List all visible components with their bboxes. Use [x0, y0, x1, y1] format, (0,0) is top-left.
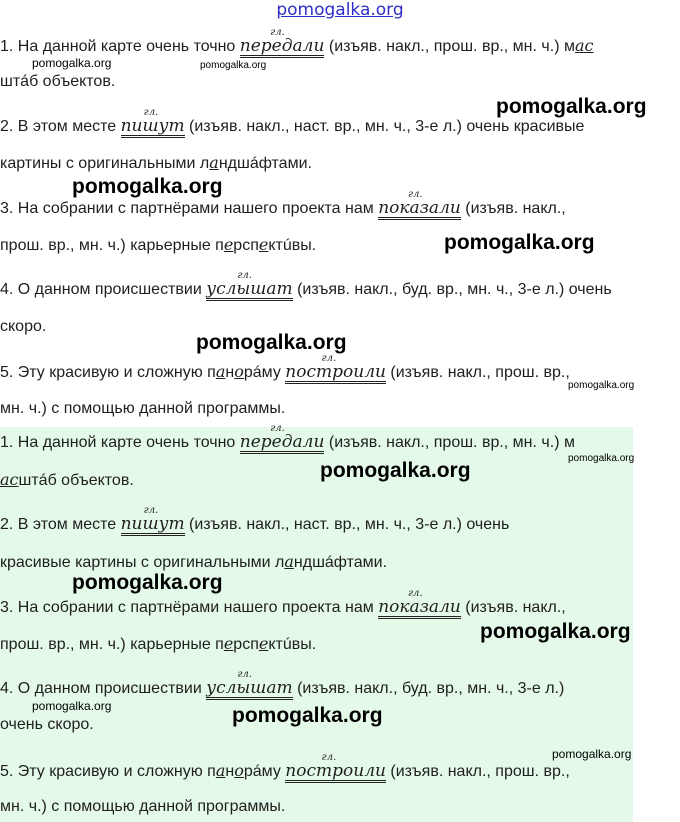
verb-peredali: гл. передали — [239, 423, 325, 452]
verb-pokazali: гл. показали — [378, 189, 461, 218]
b2-sentence-1-line-1: 1. На данной карте очень точно гл. передали (изъяв. накл., прош. вр., мн. ч.) м — [0, 423, 575, 452]
b1-sentence-3-line-1: 3. На собрании с партнёрами нашего проекта нам гл. показали (изъяв. накл., — [0, 189, 566, 218]
watermark: pomogalka.org — [32, 56, 112, 70]
b2-sentence-3-line-1: 3. На собрании с партнёрами нашего проекта нам гл. показали (изъяв. накл., — [0, 588, 566, 617]
watermark: pomogalka.org — [568, 380, 635, 391]
b2-sentence-1-line-2: асштáб объектов. — [0, 470, 134, 489]
verb-pishut: гл. пишут — [120, 505, 185, 534]
b1-sentence-5-line-2: мн. ч.) с помощью данной программы. — [0, 400, 286, 417]
b1-sentence-5-line-1: 5. Эту красивую и сложную панорáму гл. построили (изъяв. накл., прош. вр., — [0, 353, 570, 382]
verb-postroili: гл. построили — [285, 752, 386, 781]
verb-uslyshat: гл. услышат — [206, 669, 293, 698]
watermark: pomogalka.org — [32, 699, 112, 713]
b2-sentence-5-line-2: мн. ч.) с помощью данной программы. — [0, 798, 286, 815]
watermark: pomogalka.org — [568, 453, 635, 464]
watermark: pomogalka.org — [72, 175, 223, 198]
b2-sentence-4-line-1: 4. О данном происшествии гл. услышат (изъяв. накл., буд. вр., мн. ч., 3-е л.) — [0, 669, 565, 698]
site-header — [0, 0, 680, 22]
b2-sentence-5-line-1: 5. Эту красивую и сложную панорáму гл. построили (изъяв. накл., прош. вр., — [0, 752, 570, 781]
verb-postroili: гл. построили — [285, 353, 386, 382]
verb-uslyshat: гл. услышат — [206, 270, 293, 299]
b1-sentence-2-line-2: картины с оригинальными ландшáфтами. — [0, 153, 312, 172]
b1-sentence-4-line-1: 4. О данном происшествии гл. услышат (изъяв. накл., буд. вр., мн. ч., 3-е л.) очень — [0, 270, 612, 299]
b2-sentence-2-line-2: красивые картины с оригинальными ландшáфтами. — [0, 552, 388, 571]
site-link[interactable]: pomogalka.org — [276, 0, 404, 20]
watermark: pomogalka.org — [480, 620, 631, 643]
watermark: pomogalka.org — [200, 60, 267, 71]
watermark: pomogalka.org — [496, 95, 647, 118]
b1-sentence-4-line-2: скоро. — [0, 318, 47, 335]
verb-pokazali: гл. показали — [378, 588, 461, 617]
watermark: pomogalka.org — [196, 331, 347, 354]
verb-peredali: гл. передали — [239, 27, 325, 56]
watermark: pomogalka.org — [232, 704, 383, 727]
b2-sentence-4-line-2: очень скоро. — [0, 716, 94, 733]
watermark: pomogalka.org — [320, 459, 471, 482]
watermark: pomogalka.org — [72, 571, 223, 594]
b1-sentence-1-line-2: штáб объектов. — [0, 73, 116, 90]
b1-sentence-2-line-1: 2. В этом месте гл. пишут (изъяв. накл., наст. вр., мн. ч., 3-е л.) очень красивые — [0, 107, 585, 136]
b2-sentence-2-line-1: 2. В этом месте гл. пишут (изъяв. накл., наст. вр., мн. ч., 3-е л.) очень — [0, 505, 510, 534]
watermark: pomogalka.org — [552, 747, 632, 761]
watermark: pomogalka.org — [444, 231, 595, 254]
b1-sentence-3-line-2: прош. вр., мн. ч.) карьерные перспектúвы. — [0, 235, 317, 254]
verb-pishut: гл. пишут — [120, 107, 185, 136]
b1-sentence-1-line-1: 1. На данной карте очень точно гл. передали (изъяв. накл., прош. вр., мн. ч.) мас — [0, 27, 594, 56]
b2-sentence-3-line-2: прош. вр., мн. ч.) карьерные перспектúвы. — [0, 634, 317, 653]
